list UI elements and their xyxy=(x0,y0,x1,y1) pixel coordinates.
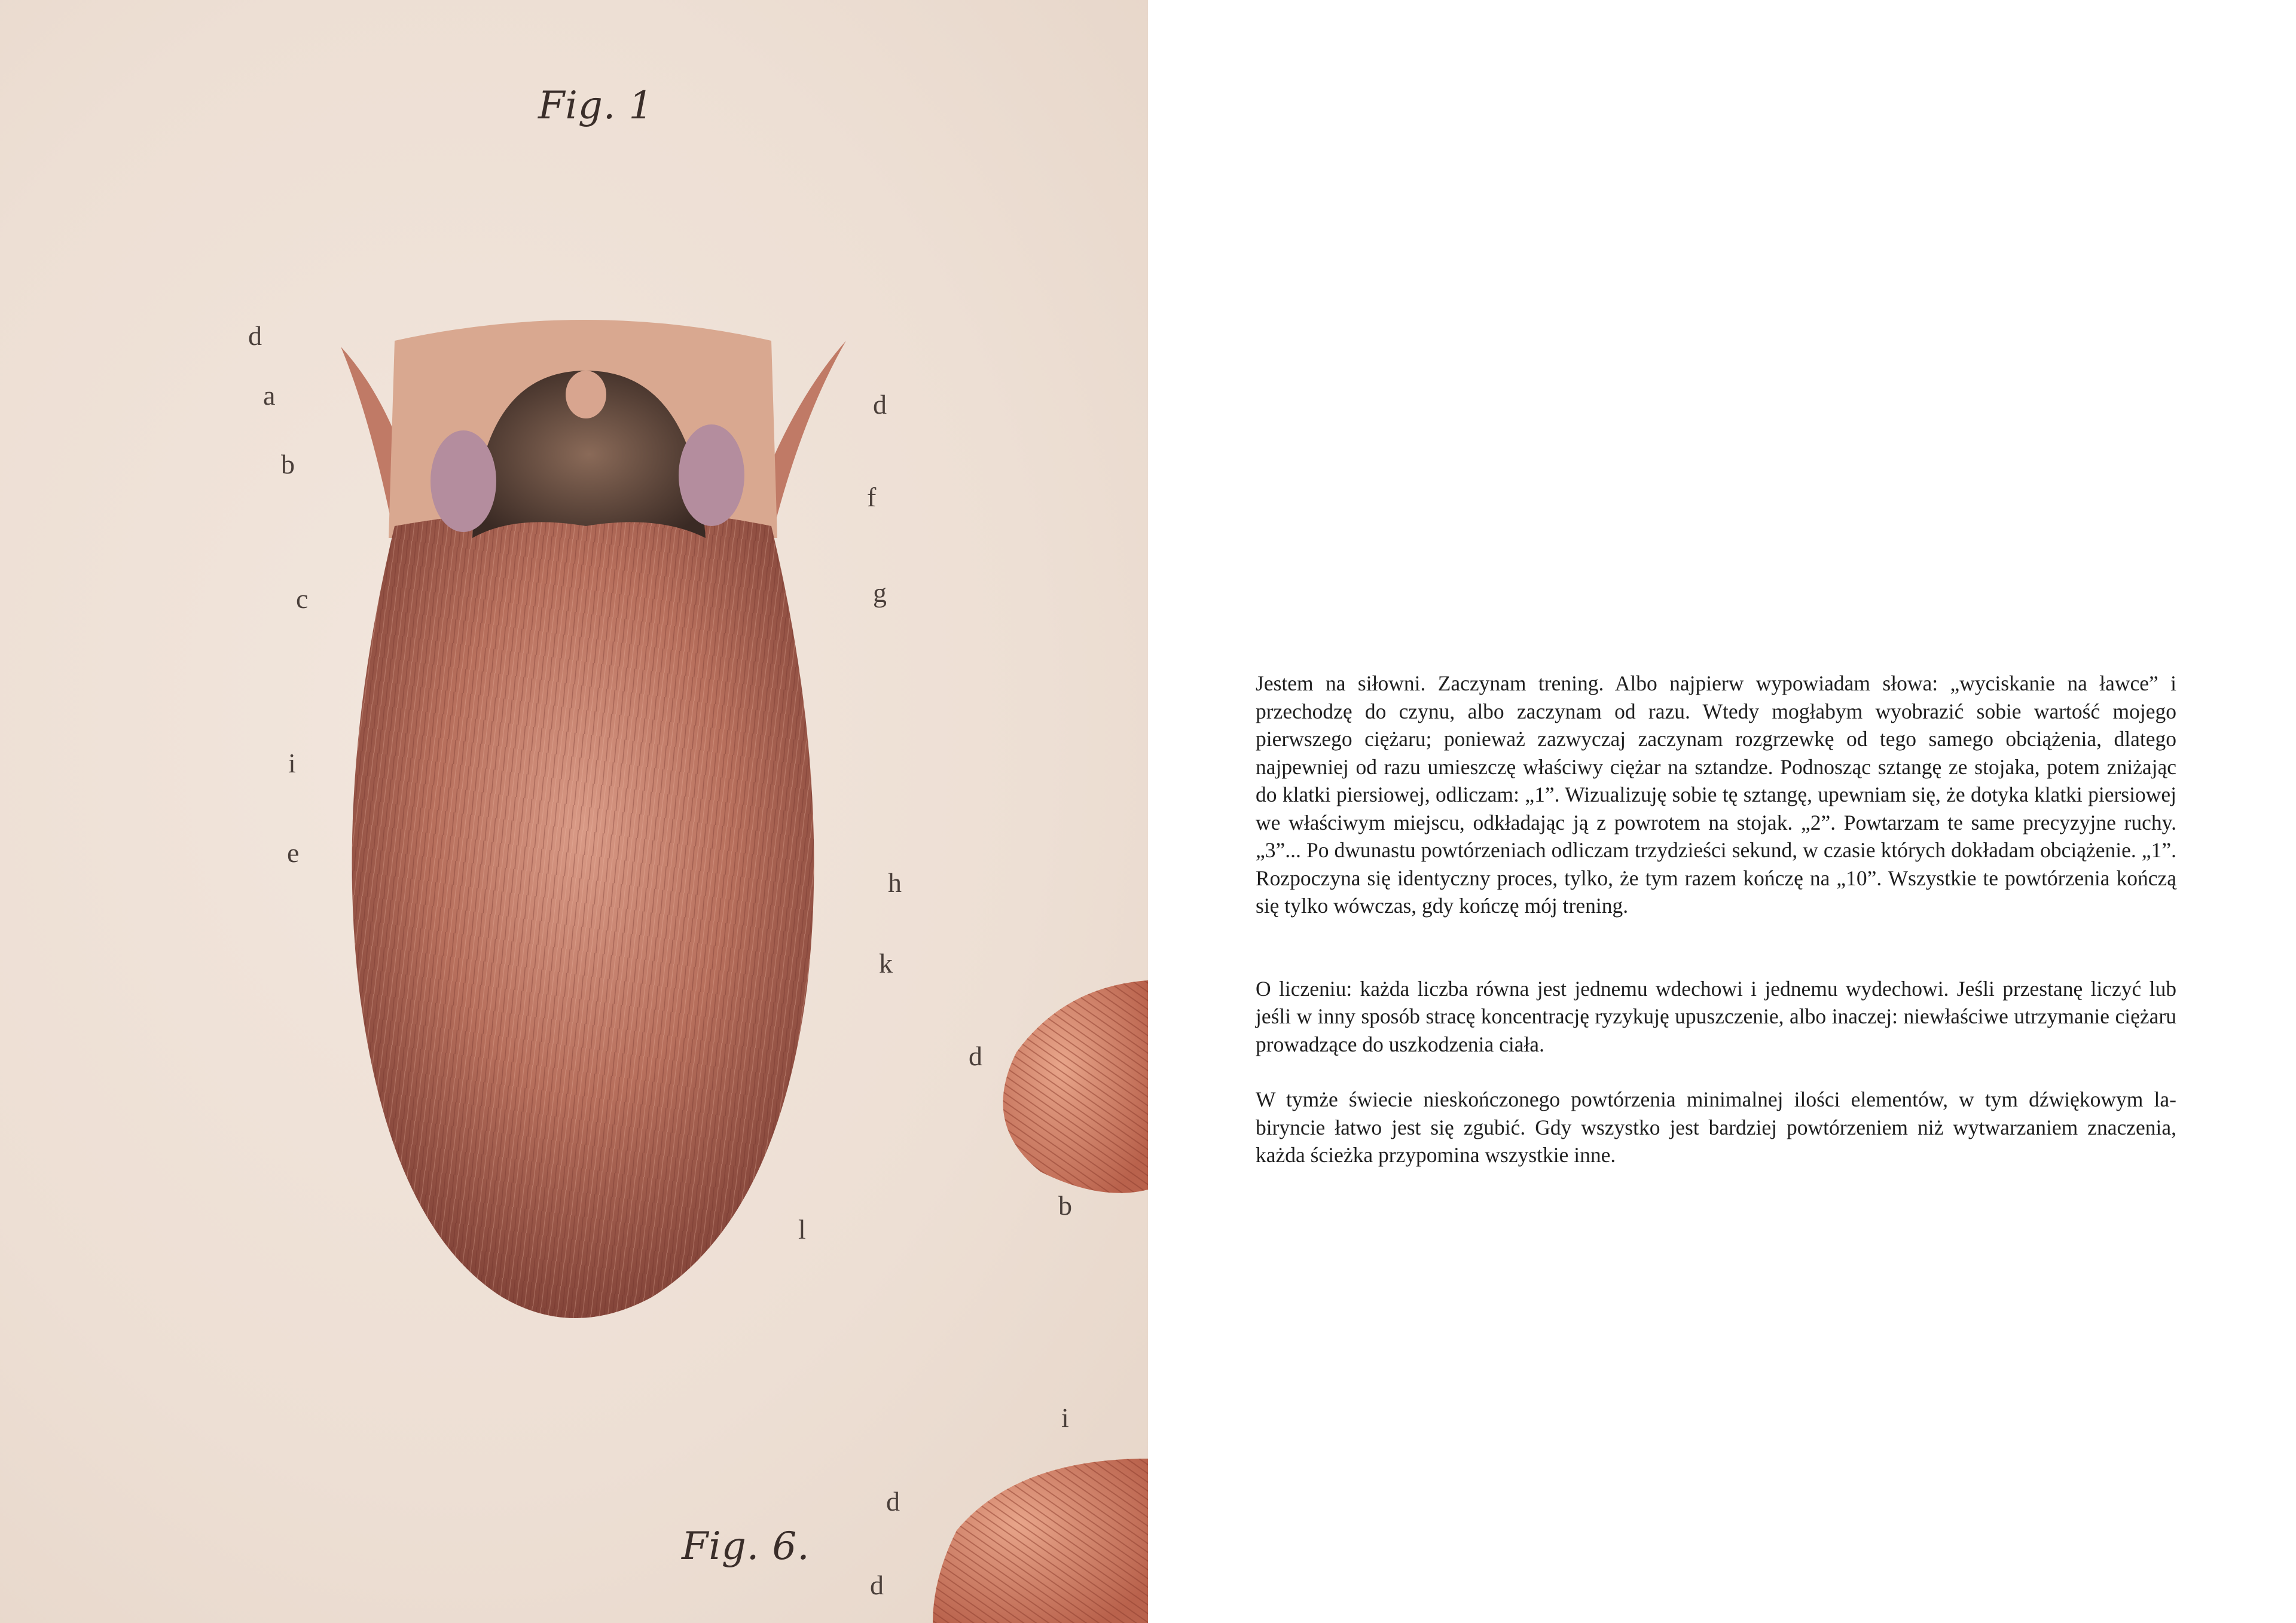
label-d-right: d xyxy=(873,389,887,420)
label-d-left: d xyxy=(248,320,262,351)
label-i-left: i xyxy=(288,748,296,778)
paragraph-counting: O liczeniu: każda liczba równa jest jednemu wdechowi i jednemu wydechowi. Jeśli przestanę liczyć lub jeśli w inny sposób stracę koncentrację ryzykuję upuszczenie, albo inaczej: niewłaściwe utrzymanie ciężaru prowadzące do uszkodzenia ciała. xyxy=(1256,976,2176,1056)
label-i-bottom: i xyxy=(1061,1402,1069,1433)
label-e: e xyxy=(287,838,300,868)
label-l: l xyxy=(798,1214,806,1245)
paragraph-repetition: W tymże świecie nieskończonego powtórzenia minimalnej ilości elementów, w tym dźwiękowym labiryncie łatwo jest się zgubić. Gdy wszystko jest bardziej powtórzeniem niż wytwarzaniem znaczenia, każda ścieżka przypomina wszystkie inne. xyxy=(1256,1087,2176,1167)
epiglottis xyxy=(566,371,606,418)
left-tonsil xyxy=(430,430,496,532)
label-g: g xyxy=(873,577,887,608)
label-a: a xyxy=(263,380,276,411)
label-f: f xyxy=(867,482,877,512)
label-d-bottom: d xyxy=(886,1486,900,1517)
label-b-left: b xyxy=(281,449,295,479)
label-d-bottom-2: d xyxy=(870,1570,884,1600)
label-h: h xyxy=(888,867,902,898)
essay-text-column xyxy=(1256,670,2176,1169)
label-c: c xyxy=(296,583,309,614)
label-b-right: b xyxy=(1058,1190,1072,1221)
label-k: k xyxy=(879,948,893,979)
right-tonsil xyxy=(679,424,744,526)
fig6-label: Fig. 6. xyxy=(682,1524,810,1569)
label-d-mid: d xyxy=(969,1041,982,1071)
fig1-label: Fig. 1 xyxy=(538,84,654,128)
paragraph-gym: Jestem na siłowni. Zaczynam trening. Albo najpierw wypowiadam słowa: „wyciskanie na ławce” i przechodzę do czynu, albo zaczynam od razu. Wtedy mogłabym wyobrazić sobie wartość mojego pierwszego ciężaru; ponieważ zazwyczaj zaczynam rozgrzewkę od tego samego obciążenia, dlatego najpewniej od razu umieszczę właściwy ciężar na sztandze. Podnosząc sztangę ze stojaka, potem zniżając do klatki piersiowej, odliczam: „1”. Wizualizuję sobie tę sztangę, upewniam się, że dotyka klatki piersiowej we właściwym miejscu, odkładając ją z powrotem na stojak. „2”. Powtarzam te same precyzyjne ruchy. „3”... Po dwunastu powtórzeniach odliczam trzydzieści sekund, w czasie których dokładam obciążenie. „1”. Rozpoczyna się identyczny proces, tylko, że tym razem kończę na „10”. Wszystkie te powtórzenia kończą się tylko wówczas, gdy kończę mój trening. xyxy=(1256,671,2176,918)
